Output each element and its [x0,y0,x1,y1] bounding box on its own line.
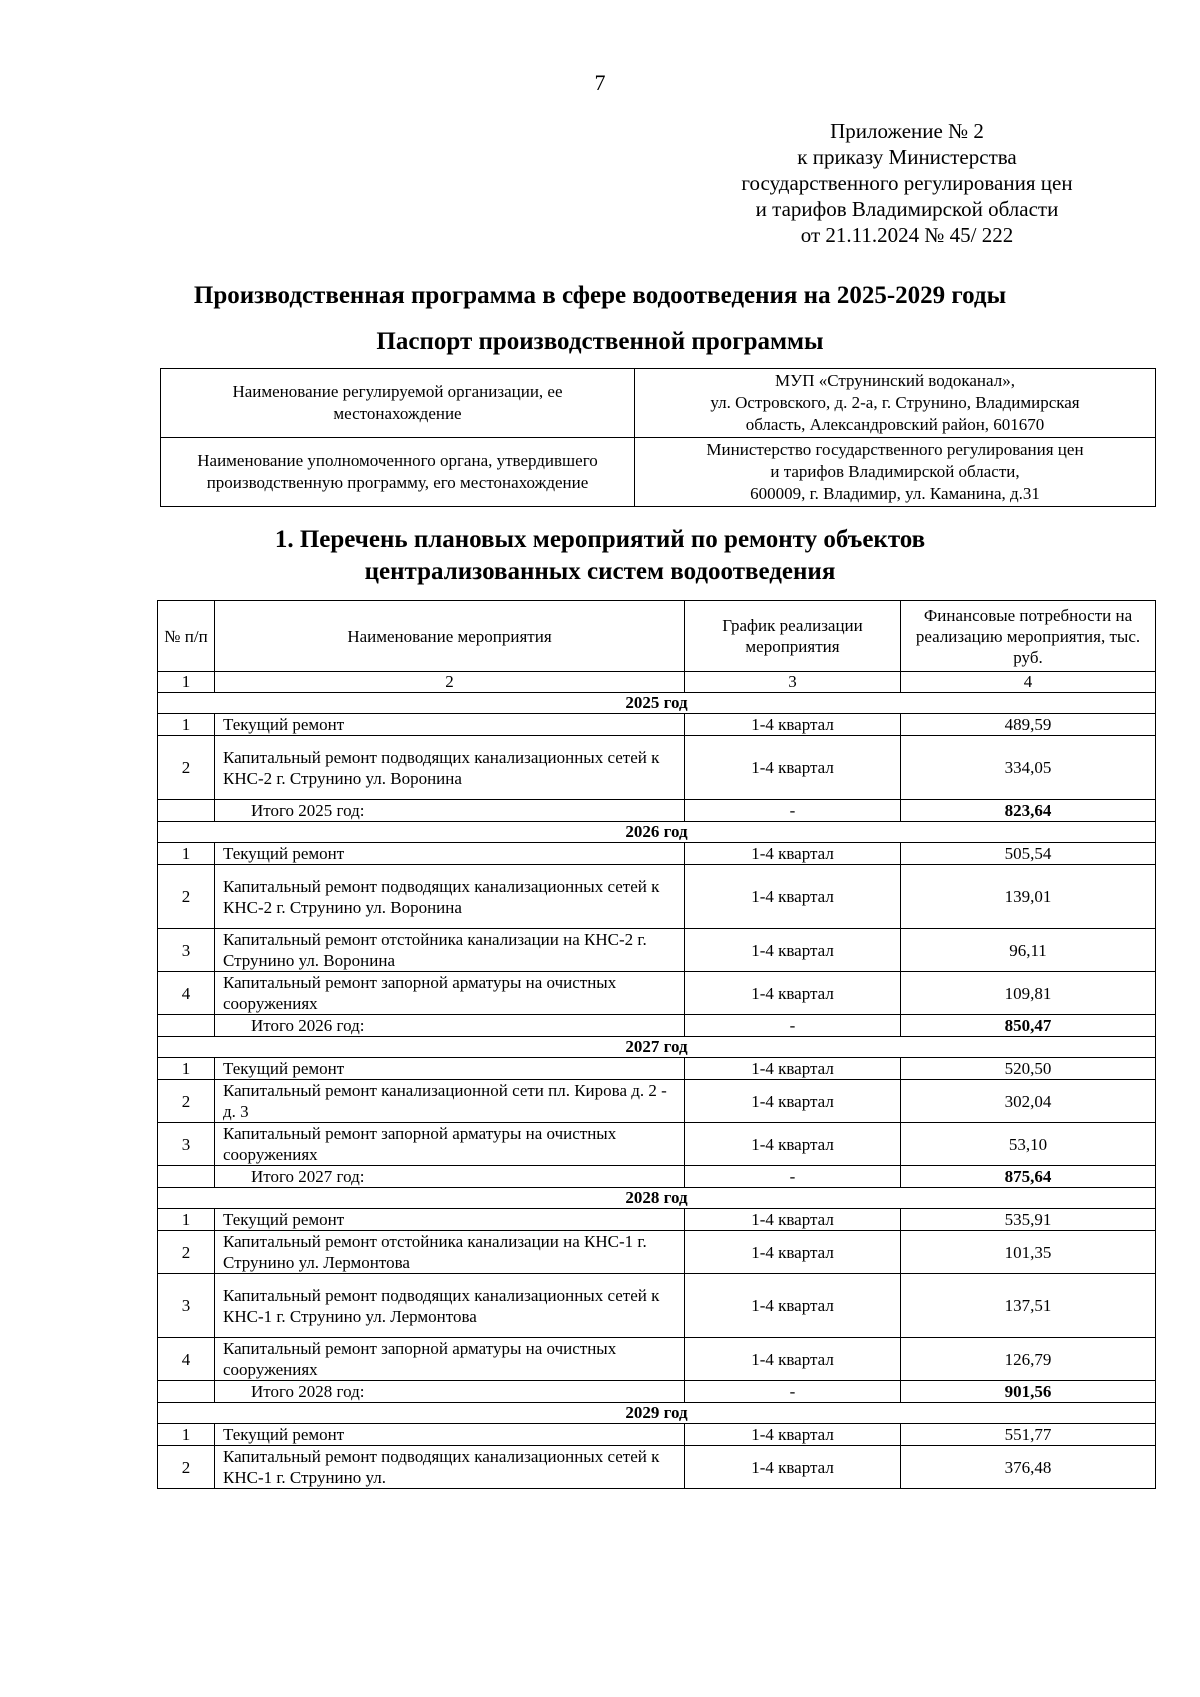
passport-value [635,438,1156,507]
passport-table [160,368,1156,507]
measure-cost: 505,54 [901,843,1156,865]
measure-schedule: 1-4 квартал [685,1080,901,1123]
total-row [158,800,1156,822]
total-value: 850,47 [901,1015,1156,1037]
measure-schedule: 1-4 квартал [685,929,901,972]
passport-label: Наименование уполномоченного органа, утвердившего производственную программу, его местонахождение [161,438,635,507]
row-number: 1 [158,843,215,865]
measure-cost: 520,50 [901,1058,1156,1080]
measure-name: Капитальный ремонт подводящих канализационных сетей к КНС-1 г. Струнино ул. [215,1446,685,1489]
passport-value-line: 600009, г. Владимир, ул. Каманина, д.31 [750,484,1040,503]
table-row [158,1338,1156,1381]
row-number: 4 [158,972,215,1015]
measure-cost: 139,01 [901,865,1156,929]
measure-schedule: 1-4 квартал [685,736,901,800]
measure-name: Капитальный ремонт отстойника канализации на КНС-1 г. Струнино ул. Лермонтова [215,1231,685,1274]
passport-value [635,369,1156,438]
measures-table [157,600,1156,1489]
measure-schedule: 1-4 квартал [685,1123,901,1166]
table-row [158,1231,1156,1274]
measure-schedule: 1-4 квартал [685,1424,901,1446]
appendix-line: от 21.11.2024 № 45/ 222 [800,223,1014,247]
year-label: 2026 год [158,822,1156,843]
year-label: 2029 год [158,1403,1156,1424]
measure-name: Капитальный ремонт запорной арматуры на очистных сооружениях [215,1338,685,1381]
measure-name: Текущий ремонт [215,1058,685,1080]
passport-value-line: область, Александровский район, 601670 [745,415,1045,434]
table-row [158,929,1156,972]
passport-value-line: ул. Островского, д. 2-а, г. Струнино, Владимирская [710,393,1080,412]
measure-name: Текущий ремонт [215,1209,685,1231]
row-number: 1 [158,714,215,736]
header-cost: Финансовые потребности на реализацию мероприятия, тыс. руб. [901,601,1156,672]
measure-name: Капитальный ремонт отстойника канализации на КНС-2 г. Струнино ул. Воронина [215,929,685,972]
table-row [158,1424,1156,1446]
measure-cost: 376,48 [901,1446,1156,1489]
row-number: 1 [158,1424,215,1446]
row-number: 1 [158,1209,215,1231]
total-empty-cell [158,1015,215,1037]
table-row [158,1446,1156,1489]
measure-name: Капитальный ремонт подводящих канализационных сетей к КНС-2 г. Струнино ул. Воронина [215,736,685,800]
column-number: 1 [158,672,215,693]
section-1-title [0,524,1200,588]
appendix-line: государственного регулирования цен [741,171,1073,195]
measure-cost: 302,04 [901,1080,1156,1123]
year-label: 2025 год [158,693,1156,714]
row-number: 3 [158,929,215,972]
row-number: 2 [158,1446,215,1489]
measure-name: Капитальный ремонт подводящих канализационных сетей к КНС-1 г. Струнино ул. Лермонтова [215,1274,685,1338]
measure-schedule: 1-4 квартал [685,1209,901,1231]
measure-cost: 137,51 [901,1274,1156,1338]
total-schedule: - [685,1166,901,1188]
measure-name: Капитальный ремонт запорной арматуры на очистных сооружениях [215,1123,685,1166]
section-1-title-line: 1. Перечень плановых мероприятий по ремонту объектов [274,526,926,553]
passport-label: Наименование регулируемой организации, ее местонахождение [161,369,635,438]
row-number: 3 [158,1274,215,1338]
page-title: Производственная программа в сфере водоотведения на 2025-2029 годы [193,282,1007,309]
table-row [158,1274,1156,1338]
measure-cost: 334,05 [901,736,1156,800]
year-row [158,822,1156,843]
table-row [158,843,1156,865]
year-row [158,1188,1156,1209]
measure-cost: 535,91 [901,1209,1156,1231]
measure-schedule: 1-4 квартал [685,714,901,736]
measure-name: Капитальный ремонт запорной арматуры на очистных сооружениях [215,972,685,1015]
passport-value-line: Министерство государственного регулирования цен [706,440,1084,459]
table-header-row [158,601,1156,672]
appendix-block [692,118,1122,248]
measure-name: Текущий ремонт [215,714,685,736]
total-label: Итого 2025 год: [215,800,685,822]
year-row [158,1037,1156,1058]
year-label: 2028 год [158,1188,1156,1209]
measure-schedule: 1-4 квартал [685,843,901,865]
passport-value-line: МУП «Струнинский водоканал», [775,371,1015,390]
passport-row [161,438,1156,507]
measure-cost: 96,11 [901,929,1156,972]
measure-schedule: 1-4 квартал [685,1446,901,1489]
row-number: 2 [158,865,215,929]
year-row [158,1403,1156,1424]
row-number: 3 [158,1123,215,1166]
total-value: 823,64 [901,800,1156,822]
appendix-line: и тарифов Владимирской области [755,197,1059,221]
header-num: № п/п [158,601,215,672]
measure-cost: 126,79 [901,1338,1156,1381]
total-empty-cell [158,1166,215,1188]
column-number: 4 [901,672,1156,693]
appendix-line: к приказу Министерства [797,145,1017,169]
table-row [158,1209,1156,1231]
year-row [158,693,1156,714]
table-row [158,972,1156,1015]
total-value: 901,56 [901,1381,1156,1403]
column-numbers-row [158,672,1156,693]
measures-table-body [158,601,1156,1489]
section-1-title-line: централизованных систем водоотведения [364,558,836,585]
measure-schedule: 1-4 квартал [685,1058,901,1080]
column-number: 3 [685,672,901,693]
total-value: 875,64 [901,1166,1156,1188]
page-number: 7 [594,70,606,95]
total-schedule: - [685,1015,901,1037]
total-label: Итого 2028 год: [215,1381,685,1403]
total-label: Итого 2026 год: [215,1015,685,1037]
table-row [158,1123,1156,1166]
measure-cost: 53,10 [901,1123,1156,1166]
passport-row [161,369,1156,438]
measure-name: Капитальный ремонт подводящих канализационных сетей к КНС-2 г. Струнино ул. Воронина [215,865,685,929]
header-schedule: График реализации мероприятия [685,601,901,672]
measure-name: Текущий ремонт [215,843,685,865]
measure-schedule: 1-4 квартал [685,1231,901,1274]
table-row [158,1080,1156,1123]
total-empty-cell [158,800,215,822]
measure-name: Капитальный ремонт канализационной сети пл. Кирова д. 2 - д. 3 [215,1080,685,1123]
measure-cost: 489,59 [901,714,1156,736]
appendix-line: Приложение № 2 [830,119,984,143]
header-name: Наименование мероприятия [215,601,685,672]
total-row [158,1381,1156,1403]
year-label: 2027 год [158,1037,1156,1058]
row-number: 4 [158,1338,215,1381]
measure-cost: 551,77 [901,1424,1156,1446]
row-number: 2 [158,1080,215,1123]
measure-schedule: 1-4 квартал [685,1274,901,1338]
passport-value-line: и тарифов Владимирской области, [770,462,1020,481]
measure-schedule: 1-4 квартал [685,972,901,1015]
measure-name: Текущий ремонт [215,1424,685,1446]
total-row [158,1015,1156,1037]
total-schedule: - [685,1381,901,1403]
table-row [158,1058,1156,1080]
measure-schedule: 1-4 квартал [685,1338,901,1381]
table-row [158,736,1156,800]
column-number: 2 [215,672,685,693]
table-row [158,865,1156,929]
measure-cost: 109,81 [901,972,1156,1015]
row-number: 1 [158,1058,215,1080]
row-number: 2 [158,736,215,800]
total-schedule: - [685,800,901,822]
total-label: Итого 2027 год: [215,1166,685,1188]
row-number: 2 [158,1231,215,1274]
measure-cost: 101,35 [901,1231,1156,1274]
total-row [158,1166,1156,1188]
passport-title: Паспорт производственной программы [376,328,824,355]
measure-schedule: 1-4 квартал [685,865,901,929]
table-row [158,714,1156,736]
total-empty-cell [158,1381,215,1403]
